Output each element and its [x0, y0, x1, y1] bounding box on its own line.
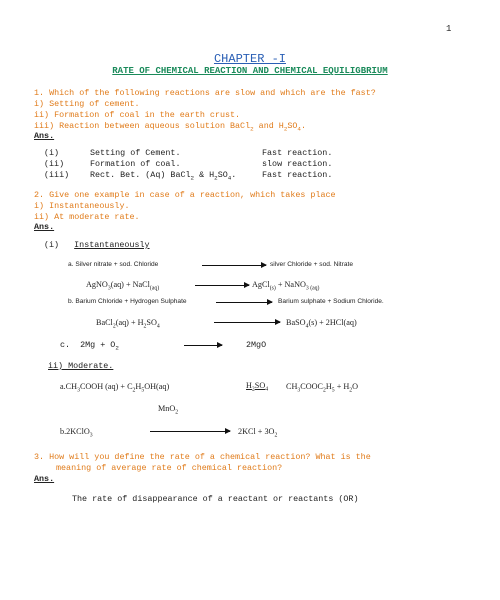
- q1-ans-label: Ans.: [34, 131, 55, 141]
- q2-moderate-b-right: $2KCl + 3O_2$: [238, 427, 278, 439]
- q1-answer-3: (iii) Rect. Bet. (Aq) BaCl$_2$ & $H_2SO_4$. Fast reaction.: [44, 170, 333, 182]
- q2-moderate-a-left: $a.CH_3COOH$ $(aq) + C_2H_5OH(aq)$: [60, 382, 170, 394]
- q1-answer-2: (ii) Formation of coal. slow reaction.: [44, 159, 333, 169]
- reaction-arrow: [216, 302, 272, 303]
- q2-option-1: i) Instantaneously.: [34, 201, 130, 211]
- q2-moderate-a-product: $CH_3COOC_2H_5 + H_2O$: [286, 382, 359, 394]
- q2-c-equation-left: c. $2Mg + O_2$: [60, 340, 119, 352]
- q3-ans-label: Ans.: [34, 474, 55, 484]
- q2-c-equation-right: 2MgO: [246, 340, 267, 350]
- q2-b-equation-left: BaCl$_2$(aq) + $H_2SO_4$: [96, 318, 160, 330]
- q1-option-3: iii) Reaction between aqueous solution BaCl$_2$ and $H_2SO_4$.: [34, 121, 306, 133]
- q2-a-equation-left: AgNO$_3$(aq) + NaCl$_{(aq)}$: [86, 280, 160, 292]
- q1-question: 1. Which of the following reactions are slow and which are the fast?: [34, 88, 376, 98]
- q2-instant-heading: (i) Instantaneously: [44, 240, 150, 250]
- page-number: 1: [446, 24, 452, 34]
- q2-b-equation-right: BaSO$_4$(s) + 2HCl(aq): [286, 318, 357, 330]
- q2-option-2: ii) At moderate rate.: [34, 212, 140, 222]
- q1-answer-1: (i) Setting of Cement. Fast reaction.: [44, 148, 333, 158]
- reaction-arrow: [195, 285, 249, 286]
- q2-moderate-b-left: b.2KClO$_3$: [60, 427, 93, 439]
- q3-question-line-2: meaning of average rate of chemical reaction?: [56, 463, 283, 473]
- chapter-subtitle: RATE OF CHEMICAL REACTION AND CHEMICAL EQUILIGBRIUM: [112, 66, 388, 76]
- q2-moderate-heading: ii) Moderate.: [48, 361, 114, 371]
- q2-a-equation-right: AgCl$_{(s)}$ + NaNO$_{3 (aq)}$: [252, 280, 320, 292]
- q2-b-product: Barium sulphate + Sodium Chloride.: [278, 298, 384, 305]
- q2-moderate-b-catalyst: MnO$_2$: [158, 404, 179, 416]
- q2-question: 2. Give one example in case of a reaction, which takes place: [34, 190, 336, 200]
- q3-answer-text: The rate of disappearance of a reactant or reactants (OR): [72, 494, 359, 504]
- q2-ans-label: Ans.: [34, 222, 55, 232]
- q2-b-label: b. Barium Chloride + Hydrogen Sulphate: [68, 298, 187, 305]
- reaction-arrow: [202, 265, 266, 266]
- q3-question-line-1: 3. How will you define the rate of a chemical reaction? What is the: [34, 452, 371, 462]
- reaction-arrow: [214, 322, 280, 323]
- q2-a-label: a. Silver nitrate + sod. Chloride: [68, 261, 159, 268]
- q2-a-product: silver Chloride + sod. Nitrate: [270, 261, 354, 268]
- reaction-arrow: [150, 431, 230, 432]
- q2-moderate-a-catalyst: $H_2SO_4$: [246, 381, 269, 393]
- q1-option-1: i) Setting of cement.: [34, 99, 140, 109]
- chapter-title: CHAPTER -I: [213, 52, 286, 66]
- reaction-arrow: [184, 345, 222, 346]
- q1-option-2: ii) Formation of coal in the earth crust.: [34, 110, 241, 120]
